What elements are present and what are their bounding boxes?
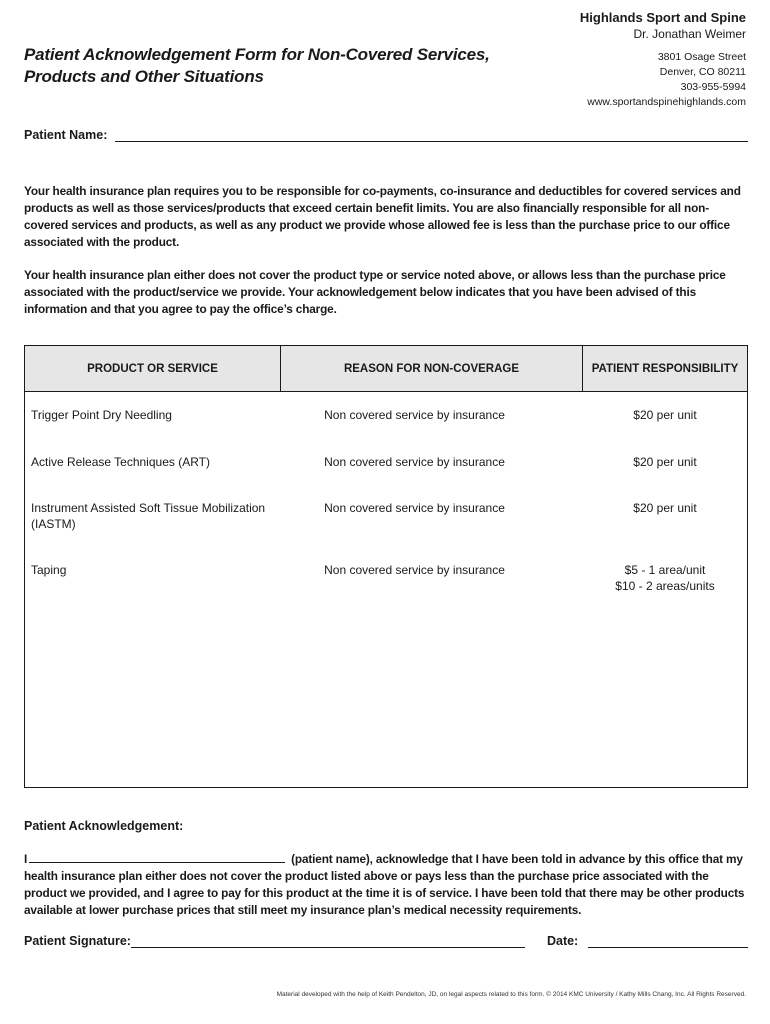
doctor-name: Dr. Jonathan Weimer — [633, 27, 746, 41]
header-reason: REASON FOR NON-COVERAGE — [343, 363, 520, 375]
practice-address — [580, 50, 746, 110]
footer-copyright: Material developed with the help of Keith Pendelton, JD, on legal aspects related to this form. © 2014 KMC University / Kathy Mills Chang, Inc. All Rights Reserved. — [276, 991, 746, 998]
header-product: PRODUCT OR SERVICE — [87, 363, 218, 375]
row-product: Trigger Point Dry Needling — [31, 408, 172, 422]
practice-info — [580, 10, 746, 110]
header-responsibility: PATIENT RESPONSIBILITY — [591, 363, 739, 375]
acknowledgement-paragraph — [24, 851, 748, 919]
acknowledgement-label: Patient Acknowledgement: — [24, 819, 184, 833]
coverage-paragraph: Your health insurance plan either does not cover the product type or service noted above, or allows less than the purchase price associated with the product/service we provide. Your acknowledgement below indicates that you have been advised of this information and that you agree to pay the office’s charge. — [24, 268, 726, 316]
row-responsibility: $20 per unit — [633, 408, 697, 422]
table-header — [25, 346, 747, 392]
form-title: Patient Acknowledgement Form for Non-Covered Services, Products and Other Situations — [24, 45, 490, 86]
practice-phone: 303-955-5994 — [680, 81, 746, 93]
acknowledgement-prefix: I — [24, 852, 28, 866]
practice-website: www.sportandspinehighlands.com — [587, 96, 746, 108]
row-product: Instrument Assisted Soft Tissue Mobilization (IASTM) — [31, 501, 266, 531]
row-responsibility: $20 per unit — [633, 501, 697, 515]
signature-label: Patient Signature: — [24, 934, 131, 948]
signature-field[interactable] — [131, 936, 525, 948]
row-reason: Non covered service by insurance — [324, 501, 505, 515]
acknowledgement-text: (patient name), acknowledge that I have been told in advance by this office that my health insurance plan either does not cover the product listed above or pays less than the purchase price associated with the product we provided, and I agree to pay for this product at the time it is of service. I have been told that there may be other products available at lower purchase prices that still meet my insurance plan’s medical necessity requirements. — [24, 852, 745, 917]
row-product: Taping — [31, 563, 67, 577]
row-responsibility-line1: $5 - 1 area/unit — [624, 563, 706, 577]
patient-name-field[interactable] — [115, 130, 748, 142]
row-responsibility-line2: $10 - 2 areas/units — [615, 579, 715, 593]
row-responsibility: $20 per unit — [633, 455, 697, 469]
signature-row — [24, 934, 748, 948]
services-table — [24, 345, 748, 788]
patient-name-label: Patient Name: — [24, 128, 108, 142]
responsibility-paragraph: Your health insurance plan requires you to be responsible for co-payments, co-insurance and deductibles for covered services and products as well as those services/products that exceed certain benefit limits. You are also financially responsible for all non-covered services and products, as well as any product we provide whose allowed fee is less than the purchase price to our office associated with the product. — [24, 184, 741, 249]
row-reason: Non covered service by insurance — [324, 455, 505, 469]
practice-name: Highlands Sport and Spine — [579, 10, 746, 25]
row-reason: Non covered service by insurance — [324, 563, 505, 577]
date-field[interactable] — [588, 936, 748, 948]
date-label: Date: — [546, 934, 579, 948]
address-line1: 3801 Osage Street — [657, 51, 746, 63]
row-reason: Non covered service by insurance — [324, 408, 505, 422]
row-responsibility — [583, 562, 747, 594]
address-line2: Denver, CO 80211 — [659, 66, 746, 78]
patient-name-row — [24, 128, 748, 142]
row-product: Active Release Techniques (ART) — [31, 455, 210, 469]
acknowledgement-name-field[interactable] — [29, 853, 285, 863]
